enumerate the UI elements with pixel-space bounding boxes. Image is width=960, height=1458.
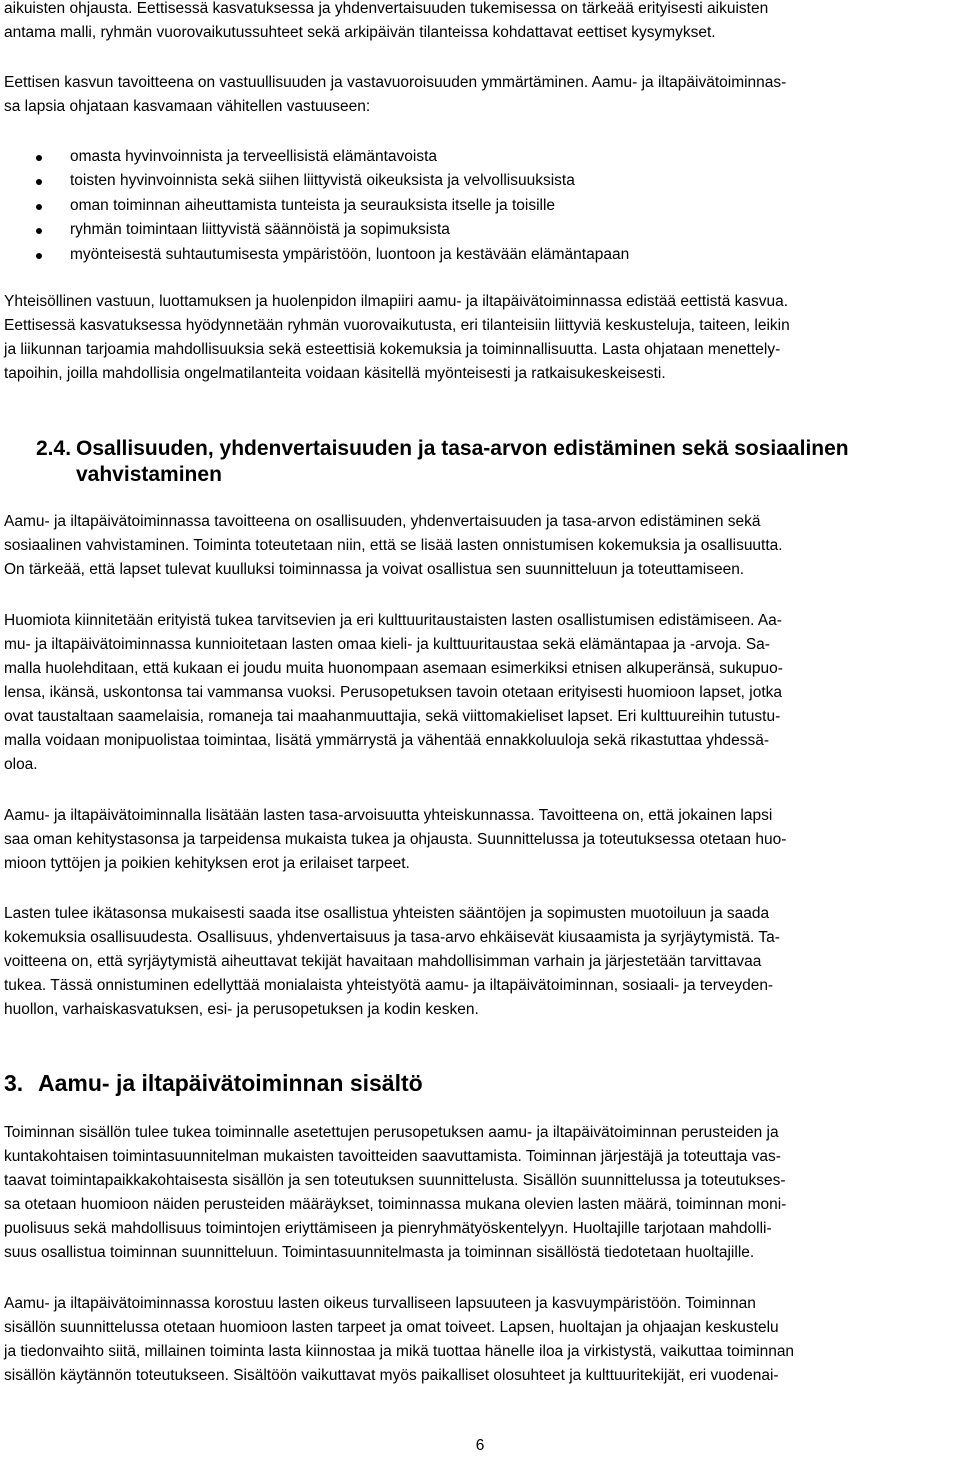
section-heading-3 xyxy=(4,1068,423,1098)
paragraph-2-4-b xyxy=(4,609,956,777)
text-line: sisällön käytännön toteutukseen. Sisältöön vaikuttavat myös paikalliset olosuhteet ja kulttuuritekijät, eri vuodenai- xyxy=(4,1367,779,1384)
text-line: ovat taustaltaan saamelaisia, romaneja tai maahanmuuttajia, sekä viittomakieliset lapset. Eri kulttuureihin tutustu- xyxy=(4,708,781,725)
text-line: lensa, ikänsä, uskontonsa tai vammansa vuoksi. Perusopetuksen tavoin otetaan erityisesti huomioon lapset, jotka xyxy=(4,684,783,701)
section-title: Aamu- ja iltapäivätoiminnan sisältö xyxy=(38,1070,423,1096)
text-line: suus osallistua toiminnan suunnitteluun. Toimintasuunnitelmasta ja toiminnan sisällöstä tiedotetaan huoltajille. xyxy=(4,1244,755,1261)
text-line: saa oman kehitystasonsa ja tarpeidensa mukaista tukea ja ohjausta. Suunnittelussa ja toteutuksessa otetaan huo- xyxy=(4,831,787,848)
text-line: puolisuus sekä mahdollisuus toimintojen eriyttämiseen ja pienryhmätyöskentelyyn. Huoltajille tarjotaan mahdolli- xyxy=(4,1220,772,1237)
bullet-list xyxy=(4,145,944,267)
bullet-icon xyxy=(36,179,42,185)
section-title-line: vahvistaminen xyxy=(76,463,222,486)
text-line: malla voidaan monipuolistaa toimintaa, lisätä ymmärrystä ja vähentää ennakkoluuloja sekä rikastuttaa yhdessä- xyxy=(4,732,770,749)
text-line: Toiminnan sisällön tulee tukea toiminnalle asetettujen perusopetuksen aamu- ja iltapäivätoiminnan perusteiden ja xyxy=(4,1124,779,1141)
paragraph-3-a xyxy=(4,1121,956,1265)
paragraph-responsibility xyxy=(4,71,956,119)
text-line: sa lapsia ohjataan kasvamaan vähitellen vastuuseen: xyxy=(4,98,371,115)
bullet-icon xyxy=(36,204,42,210)
text-line: sa otetaan huomioon näiden perusteiden määräykset, toiminnassa mukana olevien lasten määrä, toiminnan moni- xyxy=(4,1196,787,1213)
text-line: sosiaalinen vahvistaminen. Toiminta toteutetaan niin, että se lisää lasten onnistumisen kokemuksia ja osallisuutta. xyxy=(4,537,783,554)
list-item-text: toisten hyvinvoinnista sekä siihen liittyvistä oikeuksista ja velvollisuuksista xyxy=(70,172,575,190)
paragraph-2-4-d xyxy=(4,902,956,1022)
text-line: Huomiota kiinnitetään erityistä tukea tarvitsevien ja eri kulttuuritaustaisten lasten osallistumisen edistämiseen. Aa- xyxy=(4,612,782,629)
text-line: mu- ja iltapäivätoiminnassa kunnioitetaan lasten omaa kieli- ja kulttuuritaustaa sekä elämäntapaa ja -arvoja. Sa- xyxy=(4,636,770,653)
text-line: kuntakohtaisen toimintasuunnitelman mukaisten tavoitteiden saavuttamista. Toiminnan järjestäjä ja toteuttaja vas- xyxy=(4,1148,781,1165)
text-line: Aamu- ja iltapäivätoiminnalla lisätään lasten tasa-arvoisuutta yhteiskunnassa. Tavoitteena on, että jokainen lapsi xyxy=(4,807,773,824)
list-item xyxy=(4,169,944,193)
text-line: Eettisessä kasvatuksessa hyödynnetään ryhmän vuorovaikutusta, eri tilanteisiin liittyviä keskusteluja, taiteen, leikin xyxy=(4,317,790,334)
text-line: Lasten tulee ikätasonsa mukaisesti saada itse osallistua yhteisten sääntöjen ja sopimusten muotoiluun ja saada xyxy=(4,905,770,922)
text-line: oloa. xyxy=(4,756,38,773)
paragraph-2-4-a xyxy=(4,510,956,582)
list-item xyxy=(4,243,944,267)
section-number: 2.4. xyxy=(36,437,72,460)
paragraph-3-b xyxy=(4,1292,956,1388)
text-line: Yhteisöllinen vastuun, luottamuksen ja huolenpidon ilmapiiri aamu- ja iltapäivätoiminnassa edistää eettistä kasvua. xyxy=(4,293,789,310)
text-line: tukea. Tässä onnistuminen edellyttää monialaista yhteistyötä aamu- ja iltapäivätoiminnan, sosiaali- ja terveyden- xyxy=(4,977,774,994)
list-item-text: myönteisestä suhtautumisesta ympäristöön, luontoon ja kestävään elämäntapaan xyxy=(70,245,630,263)
text-line: ja tiedonvaihto siitä, millainen toiminta lasta kiinnostaa ja mikä tuottaa hänelle iloa ja virkistystä, vaikuttaa toiminnan xyxy=(4,1343,795,1360)
text-line: antama malli, ryhmän vuorovaikutussuhteet sekä arkipäivän tilanteissa kohdattavat eettiset kysymykset. xyxy=(4,24,716,41)
text-line: malla huolehditaan, että kukaan ei joudu muita huonompaan asemaan esimerkiksi etnisen alkuperänsä, sukupuo- xyxy=(4,660,783,677)
text-line: Aamu- ja iltapäivätoiminnassa korostuu lasten oikeus turvalliseen lapsuuteen ja kasvuympäristöön. Toiminnan xyxy=(4,1295,756,1312)
text-line: Aamu- ja iltapäivätoiminnassa tavoitteena on osallisuuden, yhdenvertaisuuden ja tasa-arvon edistäminen sekä xyxy=(4,513,761,530)
list-item-text: oman toiminnan aiheuttamista tunteista ja seurauksista itselle ja toisille xyxy=(70,196,556,214)
list-item xyxy=(4,145,944,169)
bullet-icon xyxy=(36,155,42,161)
text-line: taavat toimintapaikkakohtaisesta sisällön ja sen toteutuksen suunnittelusta. Sisällön suunnittelussa ja toteutukses- xyxy=(4,1172,786,1189)
text-line: On tärkeää, että lapset tulevat kuulluksi toiminnassa ja voivat osallistua sen suunnitteluun ja toteuttamiseen. xyxy=(4,561,745,578)
text-line: huollon, varhaiskasvatuksen, esi- ja perusopetuksen ja kodin kesken. xyxy=(4,1001,479,1018)
page-number: 6 xyxy=(475,1437,485,1454)
section-title-line: Osallisuuden, yhdenvertaisuuden ja tasa-arvon edistäminen sekä sosiaalinen xyxy=(76,437,849,460)
bullet-icon xyxy=(36,253,42,259)
text-line: mioon tyttöjen ja poikien kehityksen erot ja erilaiset tarpeet. xyxy=(4,855,410,872)
text-line: sisällön suunnittelussa otetaan huomioon lasten tarpeet ja omat toiveet. Lapsen, huoltajan ja ohjaajan keskustelu xyxy=(4,1319,779,1336)
text-line: Eettisen kasvun tavoitteena on vastuullisuuden ja vastavuoroisuuden ymmärtäminen. Aamu- ja iltapäivätoiminnas- xyxy=(4,74,787,91)
list-item xyxy=(4,194,944,218)
text-line: aikuisten ohjausta. Eettisessä kasvatuksessa ja yhdenvertaisuuden tukemisessa on tärkeää erityisesti aikuisten xyxy=(4,0,769,17)
list-item-text: omasta hyvinvoinnista ja terveellisistä elämäntavoista xyxy=(70,148,438,165)
section-number: 3. xyxy=(4,1070,24,1096)
paragraph-intro xyxy=(4,0,956,45)
text-line: ja liikunnan tarjoamia mahdollisuuksia sekä esteettisiä kokemuksia ja toiminnallisuutta. Lasta ohjataan menettely- xyxy=(4,341,781,358)
list-item xyxy=(4,218,944,242)
text-line: voitteena on, että syrjäytymistä aiheuttavat tekijät havaitaan mahdollisimman varhain ja järjestetään tarvittavaa xyxy=(4,953,762,970)
bullet-icon xyxy=(36,228,42,234)
text-line: tapoihin, joilla mahdollisia ongelmatilanteita voidaan käsitellä myönteisesti ja ratkaisukeskeisesti. xyxy=(4,365,666,382)
text-line: kokemuksia osallisuudesta. Osallisuus, yhdenvertaisuus ja tasa-arvo ehkäisevät kiusaamista ja syrjäytymistä. Ta- xyxy=(4,929,780,946)
list-item-text: ryhmän toimintaan liittyvistä säännöistä ja sopimuksista xyxy=(70,221,450,239)
paragraph-atmosphere xyxy=(4,290,956,386)
paragraph-2-4-c xyxy=(4,804,956,876)
